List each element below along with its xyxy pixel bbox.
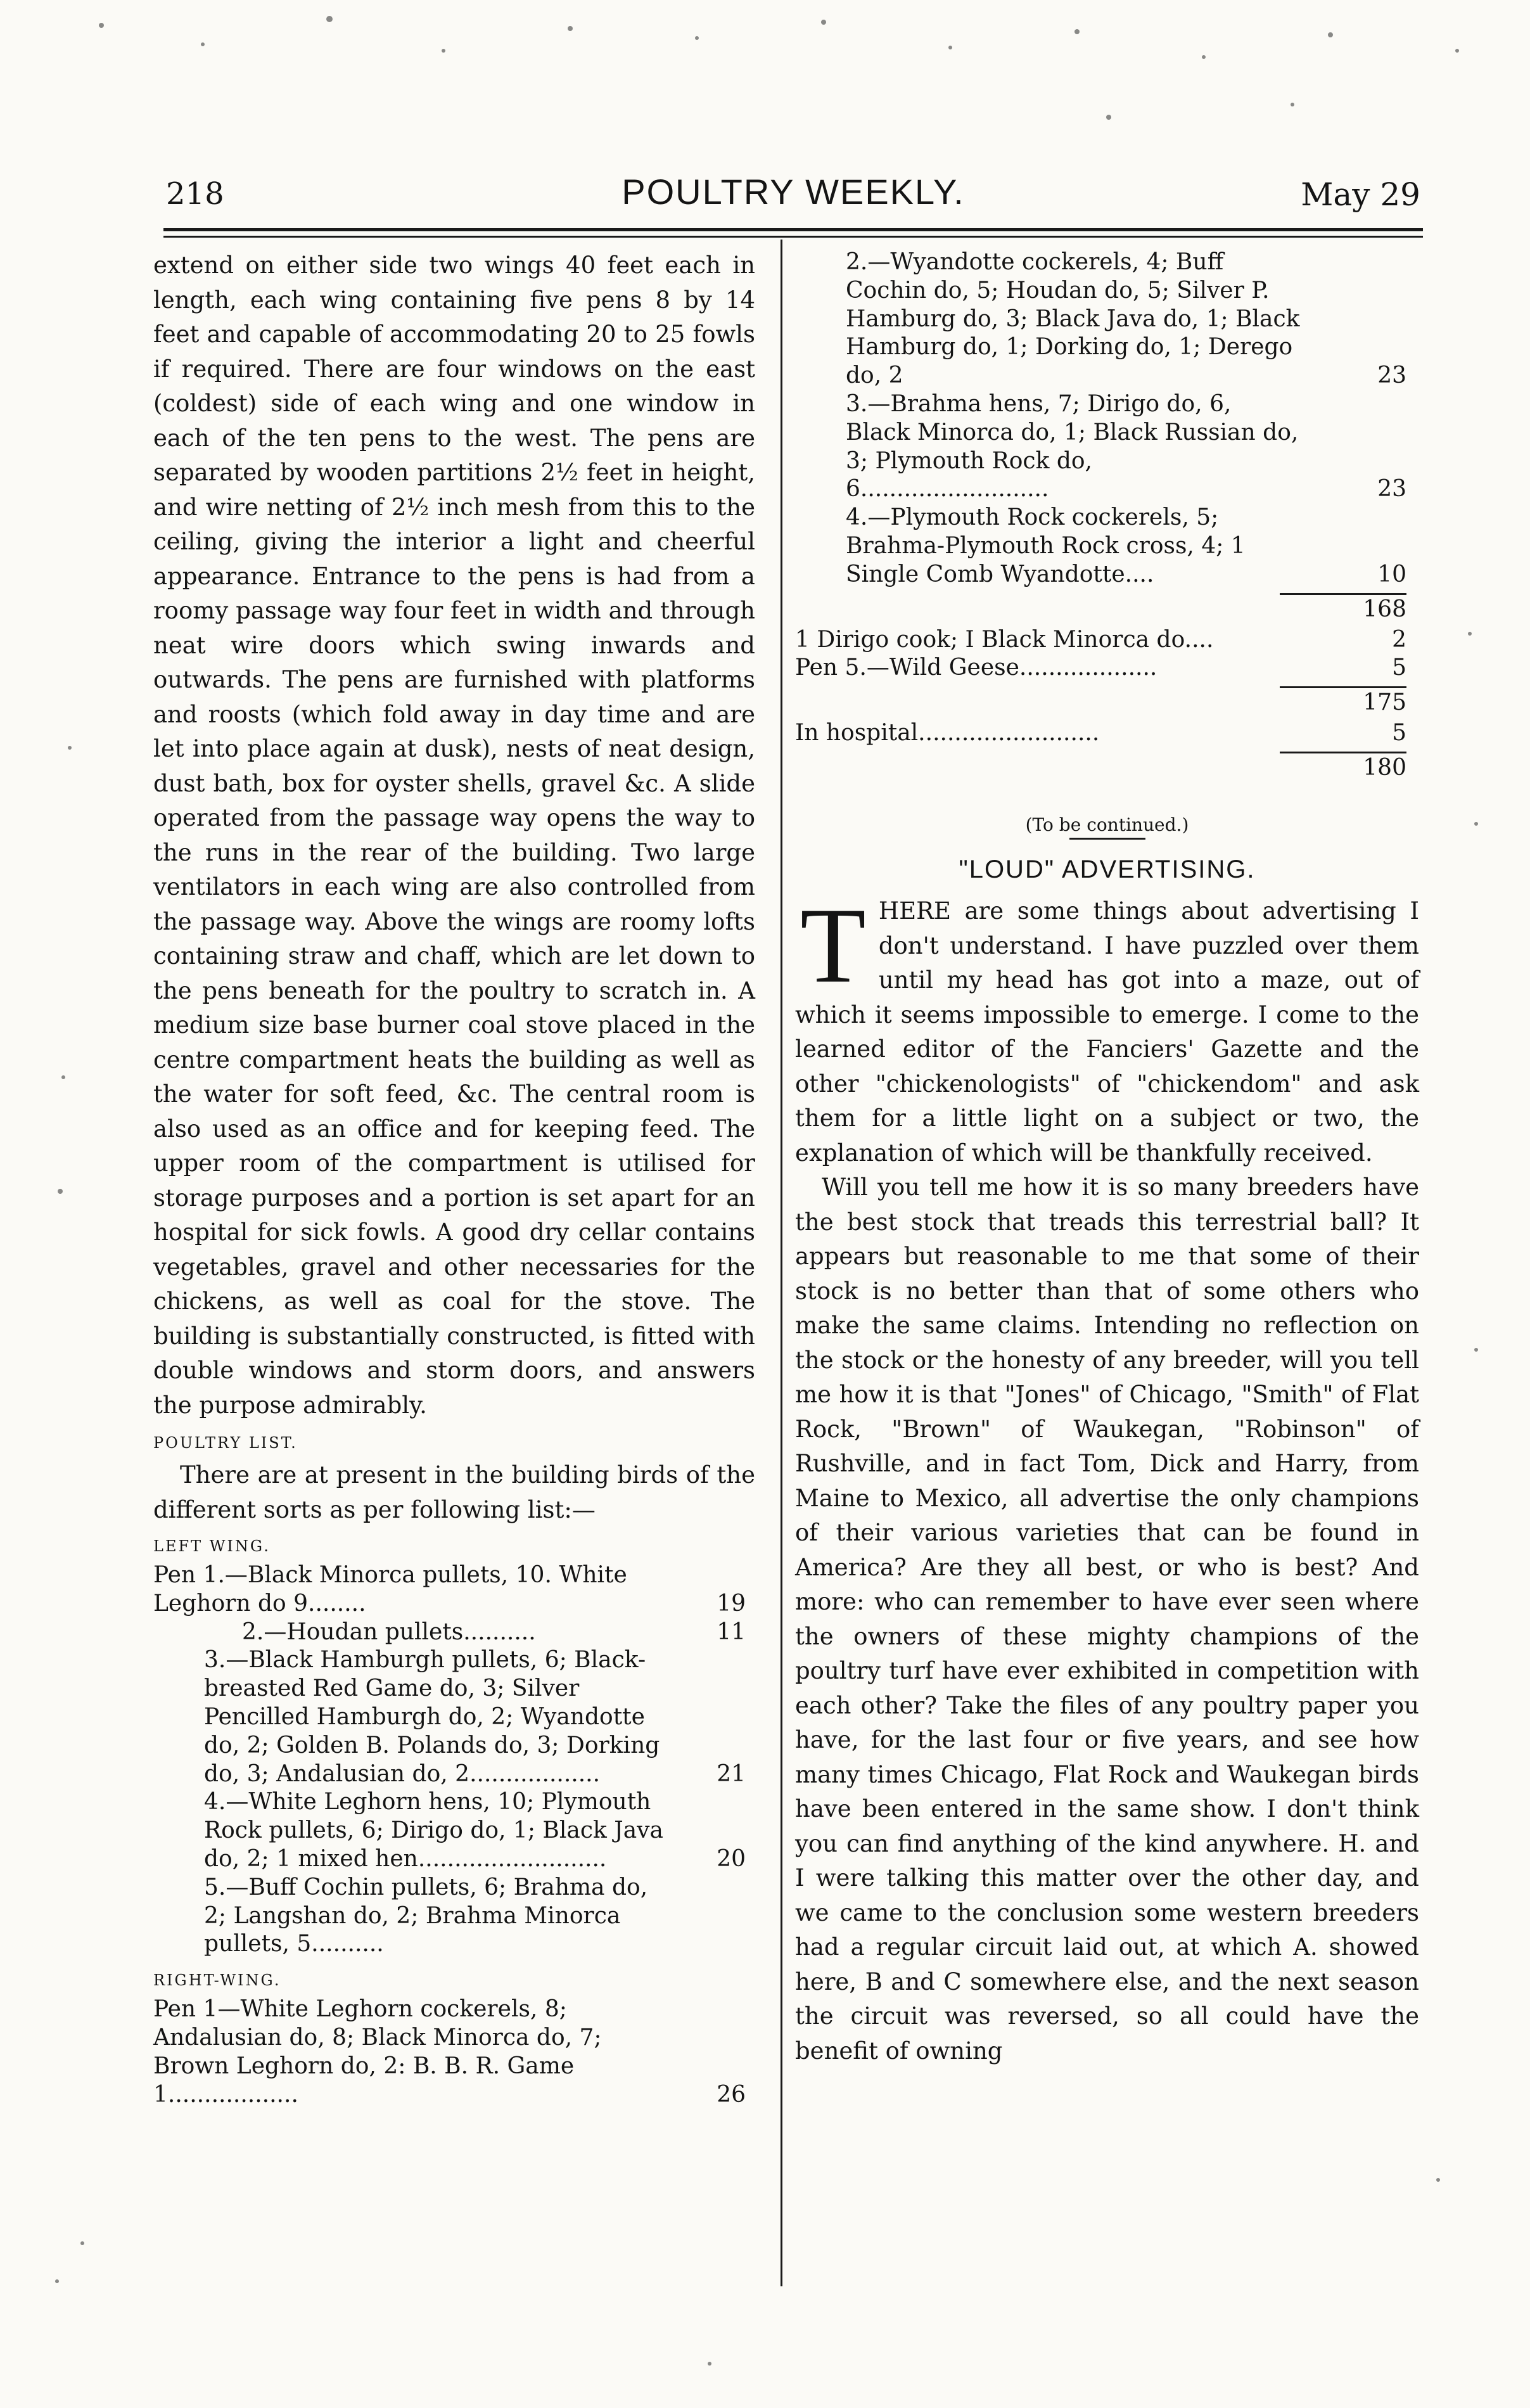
grand-total-row xyxy=(795,748,1419,785)
right-wing-list-continued xyxy=(795,248,1419,785)
grand-total: 180 xyxy=(1363,754,1406,781)
poultry-list-heading: POULTRY LIST. xyxy=(153,1434,298,1452)
entry-count: 23 xyxy=(1377,362,1406,389)
subtotal-row xyxy=(795,589,1419,626)
right-column xyxy=(795,248,1419,2068)
subtotal-row xyxy=(795,682,1419,719)
entry-text: Pen 1.—Black Minorca pullets, 10. White Leghorn do 9........ xyxy=(153,1562,627,1617)
entry-text: 4.—White Leghorn hens, 10; Plymouth Rock pullets, 6; Dirigo do, 1; Black Java do, 2; 1 mixed hen.......................... xyxy=(204,1789,663,1872)
sum-rule xyxy=(1280,752,1406,753)
section-divider xyxy=(1069,838,1145,840)
entry-count: 5 xyxy=(1392,655,1406,681)
entry-text: 1 Dirigo cook; I Black Minorca do.... xyxy=(795,626,1214,653)
page-header xyxy=(166,171,1420,222)
entry-count: 19 xyxy=(717,1590,746,1617)
article-text: HERE are some things about advertising I don't understand. I have puzzled over them until my head has got into a maze, out of which it seems impossible to emerge. I come to the learned editor of the Fanciers' Gazette and the other "chickenologists" of "chickendom" and ask them for a little light on a subject or two, the explanation of which will be thankfully received. xyxy=(795,897,1419,1167)
entry-count: 2 xyxy=(1392,626,1406,653)
left-wing-list xyxy=(153,1561,755,1959)
entry-count: 23 xyxy=(1377,476,1406,503)
continued-note: (To be continued.) xyxy=(1025,814,1189,835)
list-item xyxy=(153,1995,755,2109)
body-paragraph: extend on either side two wings 40 feet each in length, each wing containing five pens 8 by 14 feet and capable of accommodating 20 to 25 fowls if required. There are four windows on the east (coldest) side of each wing and one window in each of the ten pens to the west. The pens are separated by wooden partitions 2½ feet in height, and wire netting of 2½ inch mesh from this to the ceiling, giving the interior a light and cheerful appearance. Entrance to the pens is had from a roomy passage way four feet in width and through neat wire doors which swing inwards and outwards. The pens are furnished with platforms and roosts (which fold away in day time and are let into place again at dusk), nests of neat design, dust bath, box for oyster shells, gravel &c. A slide operated from the passage way opens the way to the runs in the rear of the building. Two large ventilators in each wing are also controlled from the passage way. Above the wings are roomy lofts containing straw and chaff, which are let down to the pens beneath for the poultry to scratch in. A medium size base burner coal stove placed in the centre compartment heats the building as well as the water for soft feed, &c. The central room is also used as an office and for keeping feed. The upper room of the compartment is utilised for storage purposes and a portion is set apart for an hospital for sick fowls. A good dry cellar contains vegetables, gravel and other necessaries for the chickens, as well as coal for the stove. The building is substantially constructed, is fitted with double windows and storm doors, and answers the purpose admirably. xyxy=(153,252,755,1419)
sum-rule xyxy=(1280,686,1406,688)
entry-text: In hospital......................... xyxy=(795,720,1100,746)
subtotal: 175 xyxy=(1363,689,1406,716)
list-item xyxy=(795,719,1419,748)
list-item xyxy=(795,626,1419,655)
list-item xyxy=(795,248,1419,390)
list-item xyxy=(153,1646,755,1788)
entry-count: 10 xyxy=(1377,561,1406,587)
header-rule-thin xyxy=(163,236,1423,238)
body-paragraph: There are at present in the building birds of the different sorts as per following list:— xyxy=(153,1461,755,1523)
right-wing-heading: RIGHT-WING. xyxy=(153,1971,281,1990)
issue-date: May 29 xyxy=(1301,176,1420,213)
entry-text: Pen 1—White Leghorn cockerels, 8; Andalusian do, 8; Black Minorca do, 7; Brown Leghorn do, 2: B. B. R. Game 1.................. xyxy=(153,1996,602,2108)
left-column xyxy=(153,248,755,2109)
list-item xyxy=(795,654,1419,682)
column-divider xyxy=(781,240,782,2286)
entry-count: 11 xyxy=(717,1618,746,1645)
article-paragraph xyxy=(795,886,1419,1170)
left-wing-heading: LEFT WING. xyxy=(153,1537,271,1555)
entry-text: 3.—Brahma hens, 7; Dirigo do, 6, Black Minorca do, 1; Black Russian do, 3; Plymouth Rock do, 6.......................... xyxy=(846,390,1299,503)
list-item xyxy=(153,1788,755,1873)
page-number: 218 xyxy=(166,176,224,212)
entry-text: 2.—Wyandotte cockerels, 4; Buff Cochin do, 5; Houdan do, 5; Silver P. Hamburg do, 3; Black Java do, 1; Black Hamburg do, 1; Dorking do, 1; Derego do, 2 xyxy=(846,249,1300,389)
list-item xyxy=(153,1618,755,1647)
header-rule xyxy=(163,228,1423,231)
entry-text: 2.—Houdan pullets.......... xyxy=(242,1618,536,1645)
entry-count: 26 xyxy=(717,2081,746,2108)
entry-count: 5 xyxy=(1392,720,1406,746)
list-item xyxy=(153,1874,755,1959)
entry-text: 5.—Buff Cochin pullets, 6; Brahma do, 2; Langshan do, 2; Brahma Minorca pullets, 5.......... xyxy=(204,1874,648,1957)
publication-title: POULTRY WEEKLY. xyxy=(622,172,965,212)
entry-count: 21 xyxy=(717,1760,746,1787)
right-wing-list-start xyxy=(153,1995,755,2109)
article-paragraph: Will you tell me how it is so many breeders have the best stock that treads this terrestrial ball? It appears but reasonable to me that some of their stock is no better than that of some others who make the same claims. Intending no reflection on the stock or the honesty of any breeder, will you tell me how it is that "Jones" of Chicago, "Smith" of Flat Rock, "Brown" of Waukegan, "Robinson" of Rushville, and in fact Tom, Dick and Harry, from Maine to Mexico, all advertise the only champions of their various varieties that can be found in America? Are they all best, or who is best? And more: who can remember to have ever seen where the owners of these mighty champions of the poultry turf have ever exhibited in competition with each other? Take the files of any poultry paper you have, for the last four or five years, and see how many times Chicago, Flat Rock and Waukegan birds have been entered in the same show. I don't think you can find anything of the kind anywhere. H. and I were talking this matter over the other day, and we came to the conclusion some western breeders had a regular circuit laid out, at which A. showed here, B and C somewhere else, and the next season the circuit was reversed, so all could have the benefit of owning xyxy=(795,1174,1419,2065)
list-item xyxy=(153,1561,755,1618)
article-title: "LOUD" ADVERTISING. xyxy=(959,855,1256,883)
entry-count: 20 xyxy=(717,1845,746,1872)
entry-text: Pen 5.—Wild Geese................... xyxy=(795,655,1157,681)
drop-cap: T xyxy=(800,886,866,1006)
entry-text: 4.—Plymouth Rock cockerels, 5; Brahma-Plymouth Rock cross, 4; 1 Single Comb Wyandotte.... xyxy=(846,504,1246,587)
list-item xyxy=(795,390,1419,504)
subtotal: 168 xyxy=(1363,596,1406,622)
entry-text: 3.—Black Hamburgh pullets, 6; Black-breasted Red Game do, 3; Silver Pencilled Hamburgh do, 2; Wyandotte do, 2; Golden B. Polands do, 3; Dorking do, 3; Andalusian do, 2.................. xyxy=(204,1647,660,1787)
sum-rule xyxy=(1280,593,1406,595)
list-item xyxy=(795,504,1419,589)
